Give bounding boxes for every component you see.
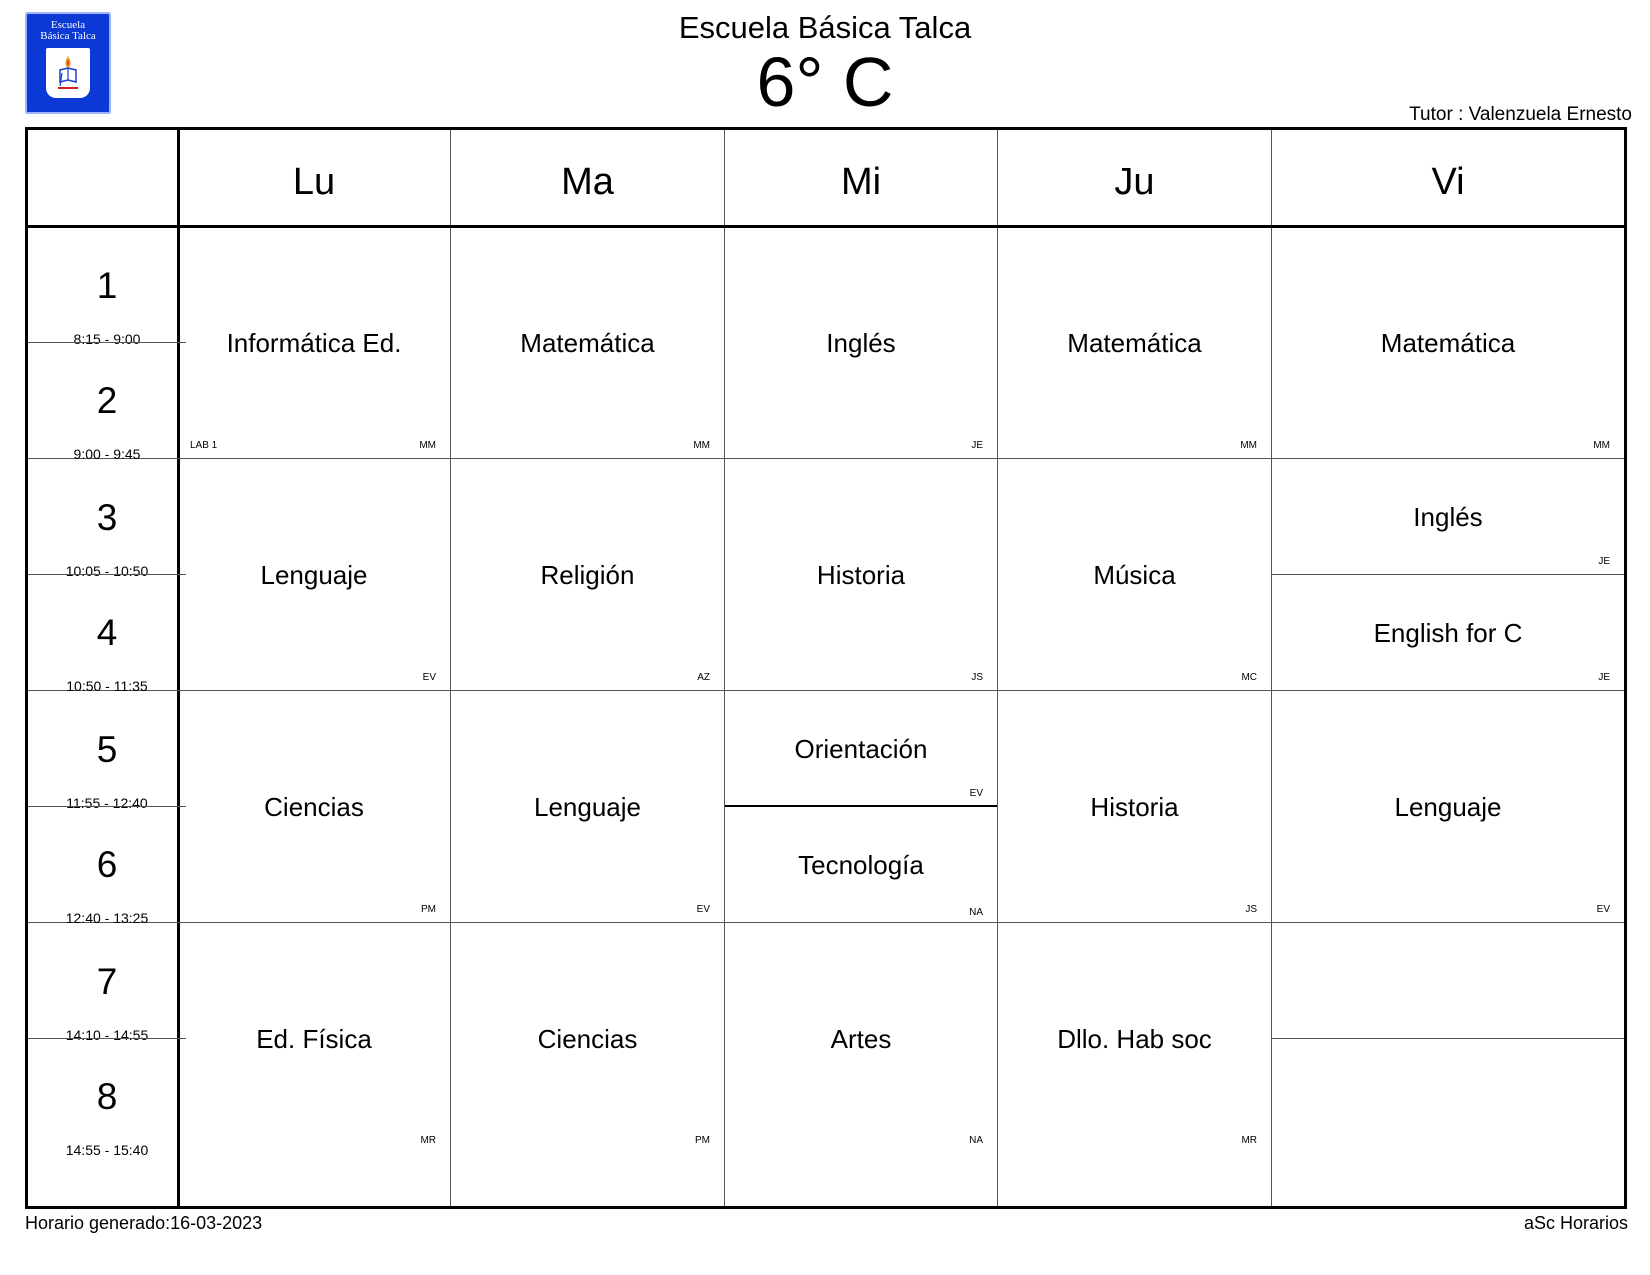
lesson-teacher: NA <box>969 907 983 918</box>
period-time: 9:00 - 9:45 <box>73 446 141 462</box>
school-name: Escuela Básica Talca <box>678 10 972 45</box>
period-7 <box>28 924 186 1046</box>
period-time: 8:15 - 9:00 <box>73 331 141 347</box>
period-time: 12:40 - 13:25 <box>65 910 149 926</box>
day-header-ju: Ju <box>1114 161 1155 203</box>
lesson-subject: Lenguaje <box>1394 792 1502 822</box>
period-number: 6 <box>96 844 118 885</box>
lesson-cell[interactable] <box>451 228 724 458</box>
lesson-teacher: AZ <box>697 672 710 683</box>
period-5 <box>28 692 186 814</box>
class-title: 6° C <box>756 43 894 121</box>
lesson-subject: Historia <box>1090 792 1179 822</box>
lesson-cell[interactable] <box>451 692 724 922</box>
block-divider <box>28 690 1624 691</box>
lesson-cell[interactable] <box>998 924 1271 1153</box>
generated-date: Horario generado:16-03-2023 <box>25 1213 263 1233</box>
lesson-teacher: JE <box>1598 672 1610 683</box>
period-time: 14:55 - 15:40 <box>65 1142 149 1158</box>
lesson-cell[interactable] <box>725 692 997 806</box>
lesson-teacher: EV <box>696 904 710 915</box>
lesson-cell[interactable] <box>725 228 997 458</box>
period-8 <box>28 1039 186 1161</box>
lesson-subject: Religión <box>540 560 635 590</box>
lesson-subject: Ed. Física <box>256 1023 372 1054</box>
period-6 <box>28 807 186 929</box>
lesson-subject: Ciencias <box>264 792 364 822</box>
lesson-subject: Ciencias <box>537 1023 638 1054</box>
lesson-teacher: MM <box>419 440 436 451</box>
logo-text-line2: Básica Talca <box>40 30 96 42</box>
period-time: 11:55 - 12:40 <box>66 795 148 811</box>
period-number: 8 <box>96 1076 118 1117</box>
lesson-subject: Lenguaje <box>534 792 641 822</box>
lesson-subject: Tecnología <box>798 849 924 880</box>
day-header-mi: Mi <box>840 161 882 203</box>
lesson-subject: Matemática <box>1067 328 1202 358</box>
lesson-teacher: EV <box>422 672 436 683</box>
lesson-teacher: JS <box>1245 904 1257 915</box>
lesson-cell[interactable] <box>451 460 724 690</box>
lesson-teacher: NA <box>969 1135 983 1146</box>
lesson-cell[interactable] <box>1272 228 1624 458</box>
period-3 <box>28 460 186 582</box>
lesson-subject: Informática Ed. <box>226 328 402 358</box>
block-divider <box>28 922 1624 923</box>
lesson-cell[interactable] <box>998 460 1271 690</box>
software-credit: aSc Horarios <box>1523 1213 1628 1233</box>
lesson-subject: Historia <box>816 560 906 590</box>
period-4 <box>28 575 186 697</box>
lesson-teacher: EV <box>1596 904 1610 915</box>
lesson-teacher: JE <box>971 440 983 451</box>
lesson-teacher: MC <box>1241 672 1257 683</box>
lesson-cell[interactable] <box>1272 692 1624 922</box>
lesson-cell[interactable] <box>451 924 724 1153</box>
day-header-ma: Ma <box>561 161 614 203</box>
lesson-teacher: MR <box>420 1135 436 1146</box>
lesson-subject: Matemática <box>1380 328 1516 358</box>
lesson-cell[interactable] <box>178 692 450 922</box>
lesson-cell[interactable] <box>1272 460 1624 574</box>
lesson-teacher: JS <box>971 672 983 683</box>
timetable-grid <box>25 127 1627 1209</box>
lesson-cell[interactable] <box>178 228 450 458</box>
period-number: 2 <box>96 380 118 421</box>
lesson-subject: Inglés <box>826 328 896 358</box>
lesson-subject: Inglés <box>1413 502 1483 532</box>
lesson-cell[interactable] <box>998 692 1271 922</box>
period-time: 14:10 - 14:55 <box>65 1027 149 1043</box>
period-1 <box>28 228 186 350</box>
empty-cell <box>1272 1039 1624 1153</box>
lesson-teacher: MM <box>693 440 710 451</box>
lesson-subject: Música <box>1093 560 1176 590</box>
lesson-cell[interactable] <box>998 228 1271 458</box>
lesson-teacher: PM <box>695 1135 710 1146</box>
period-number: 1 <box>96 265 118 306</box>
period-number: 7 <box>96 961 118 1002</box>
lesson-subject: English for C <box>1373 617 1523 648</box>
lesson-teacher: MM <box>1593 440 1610 451</box>
day-header-lu: Lu <box>292 161 336 203</box>
lesson-cell[interactable] <box>725 460 997 690</box>
lesson-cell[interactable] <box>725 807 997 922</box>
lesson-cell[interactable] <box>178 460 450 690</box>
period-2 <box>28 343 186 465</box>
lesson-subject: Dllo. Hab soc <box>1057 1023 1212 1054</box>
empty-cell <box>1272 924 1624 1038</box>
period-number: 4 <box>96 612 118 653</box>
day-header-vi: Vi <box>1431 161 1465 203</box>
lesson-teacher: MM <box>1240 440 1257 451</box>
period-time: 10:50 - 11:35 <box>66 678 148 694</box>
tutor-label: Tutor : Valenzuela Ernesto <box>1409 104 1632 125</box>
block-divider <box>28 458 1624 459</box>
logo-text-line1: Escuela <box>50 19 86 31</box>
lesson-cell[interactable] <box>725 924 997 1153</box>
lesson-subject: Lenguaje <box>260 560 368 590</box>
period-time: 10:05 - 10:50 <box>65 563 149 579</box>
lesson-teacher: MR <box>1241 1135 1257 1146</box>
period-number: 5 <box>96 729 118 770</box>
lesson-teacher: PM <box>421 904 436 915</box>
lesson-subject: Matemática <box>520 328 655 358</box>
period-number: 3 <box>96 497 118 538</box>
lesson-cell[interactable] <box>1272 575 1624 690</box>
lesson-room: LAB 1 <box>190 440 218 451</box>
lesson-subject: Artes <box>830 1023 892 1054</box>
lesson-cell[interactable] <box>178 924 450 1153</box>
lesson-teacher: EV <box>969 788 983 799</box>
lesson-teacher: JE <box>1598 556 1610 567</box>
lesson-subject: Orientación <box>794 734 928 764</box>
